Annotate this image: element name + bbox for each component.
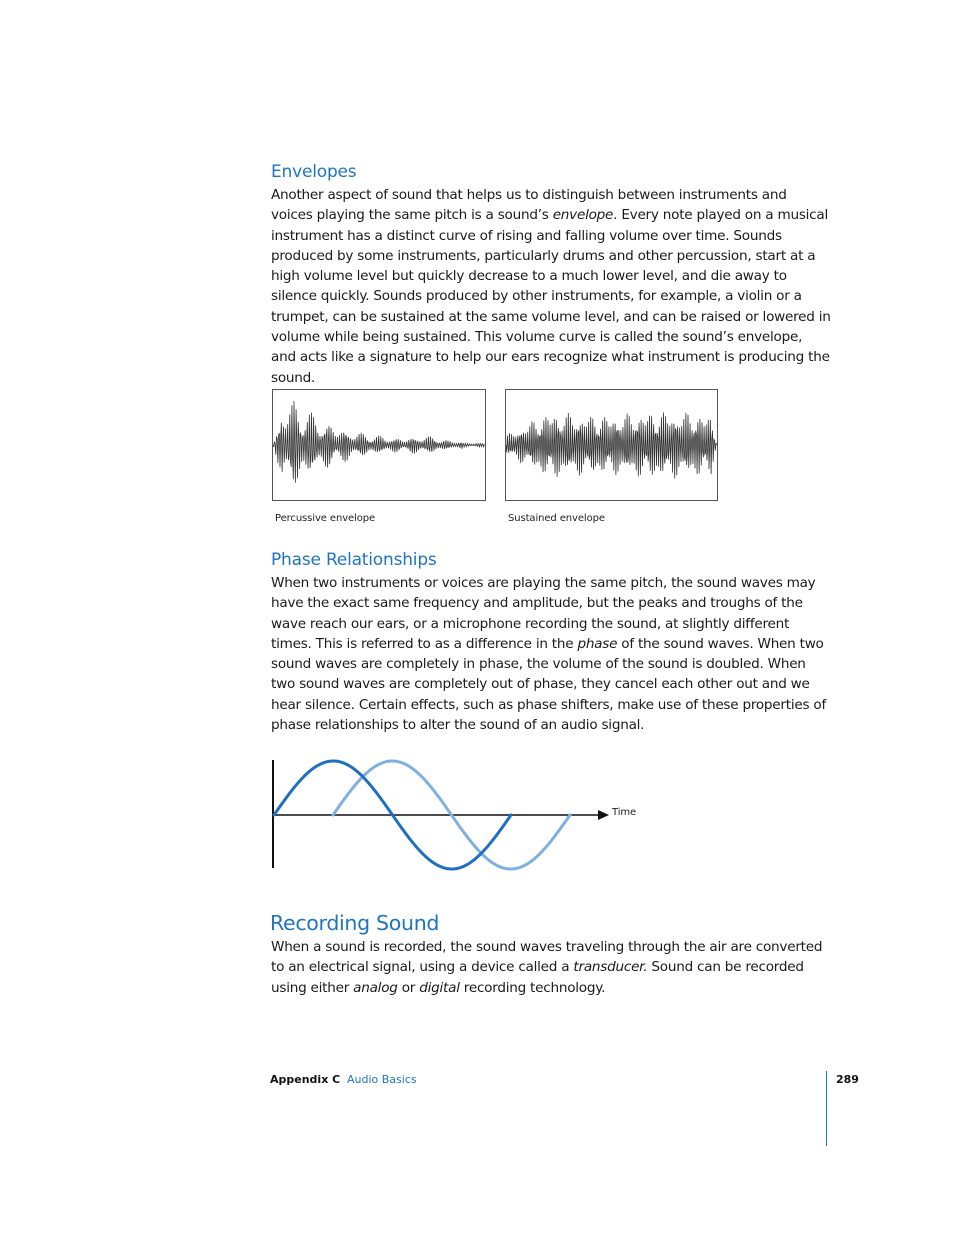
emphasis-digital: digital: [419, 979, 460, 996]
section-heading-recording-sound: Recording Sound: [270, 911, 440, 935]
text-run: recording technology.: [459, 979, 606, 996]
sustained-envelope-figure: [505, 389, 718, 501]
text-run: Another aspect of sound that helps us to distinguish between instruments and voices playing the same pitch is a sound’s: [271, 187, 787, 224]
emphasis-phase: phase: [577, 635, 618, 652]
text-run: When two instruments or voices are playing the same pitch, the sound waves may have the exact same frequency and amplitude, but the peaks and troughs of the wave reach our ears, or a microphone recording the sound, at slightly different times. This is referred to as a difference in the: [271, 575, 816, 652]
section-heading-phase-relationships: Phase Relationships: [271, 550, 437, 570]
footer-rule: [826, 1071, 827, 1146]
phase-diagram: [266, 755, 666, 875]
emphasis-analog: analog: [353, 979, 398, 996]
footer-chapter-title: Audio Basics: [347, 1073, 417, 1086]
recording-paragraph: [271, 937, 831, 998]
time-axis-label: Time: [612, 807, 637, 818]
sustained-envelope-caption: Sustained envelope: [508, 513, 605, 524]
time-axis-arrow-icon: [598, 810, 609, 820]
footer-chapter: Appendix C: [270, 1073, 341, 1086]
text-run: When a sound is recorded, the sound waves traveling through the air are converted to an electrical signal, using a device called a: [271, 939, 823, 976]
text-run: Sound can be recorded using either: [271, 959, 804, 996]
emphasis-transducer: transducer.: [573, 959, 648, 976]
percussive-waveform-path: [273, 401, 484, 483]
percussive-envelope-caption: Percussive envelope: [275, 513, 376, 524]
percussive-waveform: [273, 390, 485, 500]
text-run: . Every note played on a musical instrument has a distinct curve of rising and falling volume over time. Sounds produced by some instruments, particularly drums and other percussion, start at a high volume level but quickly decrease to a much lower level, and die away to silence quickly. Sounds produced by other instruments, for example, a violin or a trumpet, can be sustained at the same volume level, and can be raised or lowered in volume while being sustained. This volume curve is called the sound’s envelope, and acts like a signature to help our ears recognize what instrument is producing the sound.: [271, 207, 831, 386]
text-run: or: [397, 979, 420, 996]
page-number: 289: [836, 1073, 859, 1086]
envelopes-paragraph: [271, 185, 831, 388]
text-run: of the sound waves. When two sound waves are completely in phase, the volume of the sound is doubled. When two sound waves are completely out of phase, they cancel each other out and we hear silence. Certain effects, such as phase shifters, make use of these properties of phase relationships to alter the sound of an audio signal.: [271, 635, 826, 734]
emphasis-envelope: envelope: [552, 207, 614, 224]
section-heading-envelopes: Envelopes: [271, 162, 357, 182]
sustained-waveform: [506, 390, 717, 500]
percussive-envelope-figure: [272, 389, 486, 501]
phase-paragraph: [271, 573, 831, 735]
sustained-waveform-path: [506, 412, 717, 478]
